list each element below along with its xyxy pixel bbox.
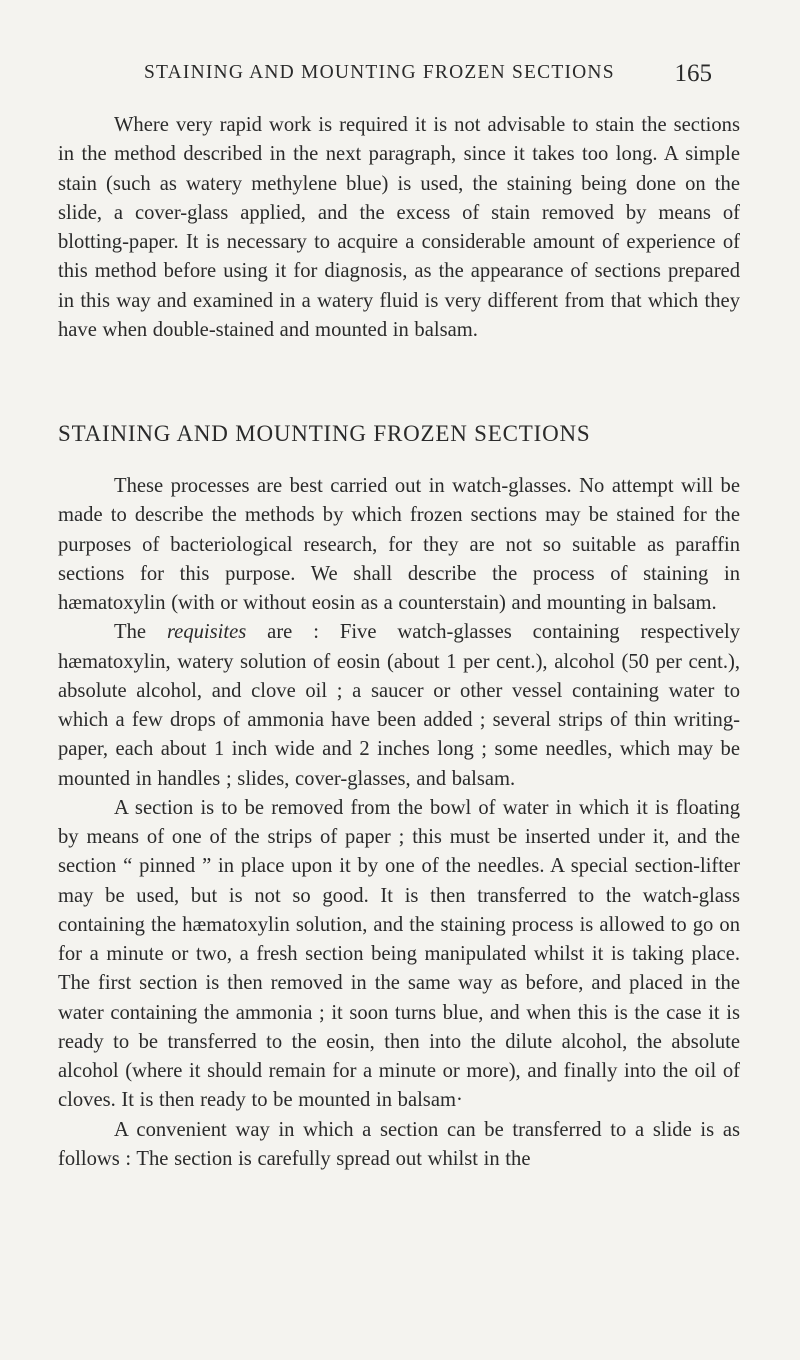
paragraph-requisites: [58, 618, 740, 794]
paragraph: Where very rapid work is required it is not advisable to stain the sections in the method described in the next paragraph, since it takes too long. A simple stain (such as watery methylene blue) is used, the staining being done on the slide, a cover-glass applied, and the excess of stain removed by means of blotting-paper. It is necessary to acquire a considerable amount of experience of this method before using it for diagnosis, as the appearance of sections prepared in this way and examined in a watery fluid is very different from that which they have when double-stained and mounted in balsam.: [58, 114, 740, 341]
section-heading: STAINING AND MOUNTING FROZEN SECTIONS: [58, 421, 591, 446]
paragraph: A section is to be removed from the bowl of water in which it is floating by means of one of the strips of paper ; this must be inserted under it, and the section “ pinned ” in place upon it by one of the needles. A special section-lifter may be used, but is not so good. It is then transferred to the watch-glass containing the hæmatoxylin solution, and the staining process is allowed to go on for a minute or two, a fresh section being manipulated whilst it is taking place. The first section is then removed in the same way as before, and placed in the water containing the ammonia ; it soon turns blue, and when this is the case it is ready to be transferred to the eosin, then into the dilute alcohol, the absolute alcohol (where it should remain for a minute or more), and finally into the oil of cloves. It is then ready to be mounted in balsam·: [58, 796, 740, 1112]
text-block-intro: [58, 111, 740, 345]
running-head: [144, 62, 712, 94]
running-title: STAINING AND MOUNTING FROZEN SECTIONS: [144, 62, 615, 83]
paragraph-body: are : Five watch-glasses containing respectively hæmatoxylin, watery solution of eosin (about 1 per cent.), alcohol (50 per cent.), absolute alcohol, and clove oil ; a saucer or other vessel containing water to which a few drops of ammonia have been added ; several strips of thin writing-paper, each about 1 inch wide and 2 inches long ; some needles, which may be mounted in handles ; slides, cover-glasses, and balsam.: [58, 621, 741, 790]
paragraph-lead: The: [114, 621, 167, 644]
page-number: 165: [674, 60, 712, 87]
text-block-section: [58, 472, 740, 1174]
paragraph: A convenient way in which a section can be transferred to a slide is as follows : The section is carefully spread out whilst in the: [58, 1118, 740, 1170]
paragraph: These processes are best carried out in watch-glasses. No attempt will be made to describe the methods by which frozen sections may be stained for the purposes of bacteriological research, for they are not so suitable as paraffin sections for this purpose. We shall describe the process of staining in hæmatoxylin (with or without eosin as a counterstain) and mounting in balsam.: [58, 475, 740, 614]
emphasized-term: requisites: [166, 621, 247, 644]
